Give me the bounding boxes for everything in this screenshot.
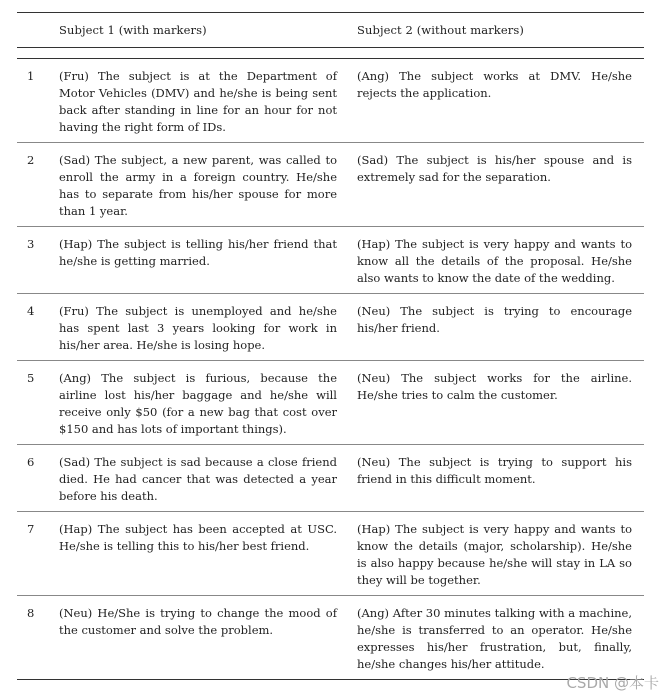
subject1-cell: (Ang) The subject is furious, because the airline lost his/her baggage and he/she will receive only $50 (for a new bag that cost over $150 and has lots of important things). [59, 371, 337, 436]
subject2-cell: (Ang) The subject works at DMV. He/she rejects the application. [357, 69, 632, 100]
row-number: 7 [27, 522, 35, 536]
table-row [17, 294, 644, 361]
subject2-cell: (Hap) The subject is very happy and wants to know all the details of the proposal. He/she also wants to know the date of the wedding. [357, 237, 632, 285]
subject2-cell: (Neu) The subject is trying to encourage his/her friend. [357, 304, 632, 335]
subject2-cell: (Neu) The subject is trying to support his friend in this difficult moment. [357, 455, 632, 486]
table-row [17, 596, 644, 680]
subject1-cell: (Neu) He/She is trying to change the mood of the customer and solve the problem. [59, 606, 337, 637]
csdn-watermark: CSDN @本卡 [566, 674, 659, 692]
table-row [17, 445, 644, 512]
header-subject1: Subject 1 (with markers) [59, 23, 207, 37]
subject1-cell: (Hap) The subject has been accepted at USC. He/she is telling this to his/her best friend. [59, 522, 337, 553]
table-header [17, 12, 644, 48]
subject1-cell: (Fru) The subject is at the Department of Motor Vehicles (DMV) and he/she is being sent back after standing in line for an hour for not having the right form of IDs. [59, 69, 337, 134]
table-row [17, 227, 644, 294]
row-number: 2 [27, 153, 35, 167]
subject2-cell: (Sad) The subject is his/her spouse and is extremely sad for the separation. [357, 153, 632, 184]
subject2-cell: (Hap) The subject is very happy and wants to know the details (major, scholarship). He/she is also happy because he/she will stay in LA so they will be together. [357, 522, 632, 587]
subject2-cell: (Ang) After 30 minutes talking with a machine, he/she is transferred to an operator. He/she expresses his/her frustration, but, finally, he/she changes his/her attitude. [357, 606, 632, 671]
row-number: 6 [27, 455, 35, 469]
header-subject2: Subject 2 (without markers) [357, 23, 524, 37]
subject1-cell: (Sad) The subject is sad because a close friend died. He had cancer that was detected a year before his death. [59, 455, 337, 503]
row-number: 3 [27, 237, 35, 251]
row-number: 8 [27, 606, 35, 620]
table-row [17, 512, 644, 596]
subject1-cell: (Sad) The subject, a new parent, was called to enroll the army in a foreign country. He/she has to separate from his/her spouse for more than 1 year. [59, 153, 337, 218]
table-row [17, 59, 644, 143]
header-gap [17, 48, 644, 59]
row-number: 4 [27, 304, 35, 318]
table-row [17, 143, 644, 227]
subject1-cell: (Hap) The subject is telling his/her friend that he/she is getting married. [59, 237, 337, 268]
subject1-cell: (Fru) The subject is unemployed and he/she has spent last 3 years looking for work in his/her area. He/she is losing hope. [59, 304, 337, 352]
scenario-table [17, 12, 644, 680]
row-number: 1 [27, 69, 35, 83]
subject2-cell: (Neu) The subject works for the airline. He/she tries to calm the customer. [357, 371, 632, 402]
row-number: 5 [27, 371, 35, 385]
table-row [17, 361, 644, 445]
